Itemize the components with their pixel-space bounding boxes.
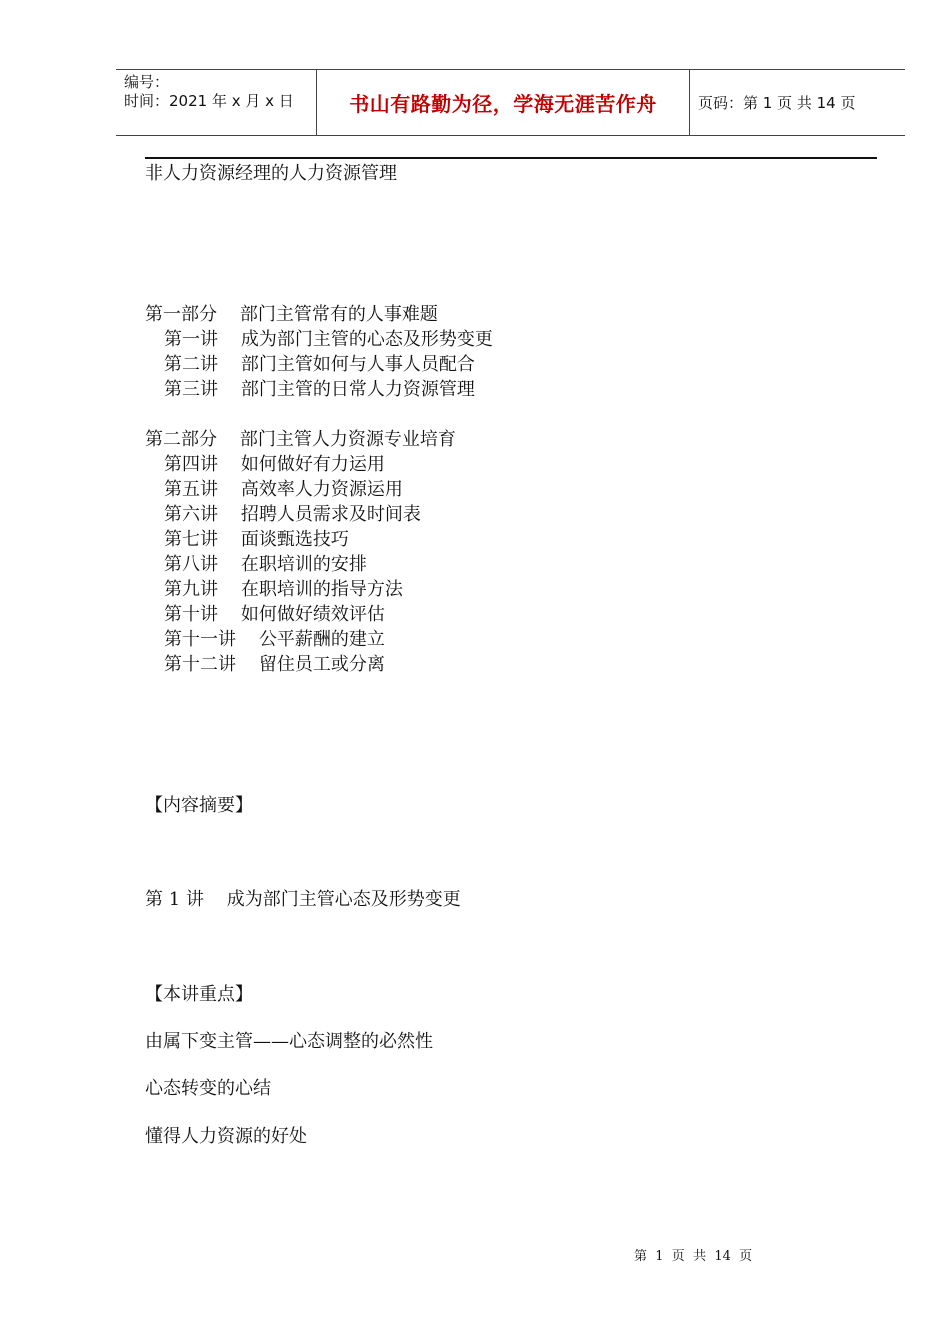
number-label: 编号： [124, 73, 170, 91]
key-points-heading: 【本讲重点】 [145, 984, 253, 1005]
header-page-cell [690, 70, 905, 135]
page-header [116, 69, 905, 136]
part-2-lecture-10: 第十讲 如何做好绩效评估 [164, 604, 385, 625]
header-motto-cell [316, 70, 690, 135]
part-1-heading: 第一部分 部门主管常有的人事难题 [145, 304, 438, 325]
part-2-lecture-6: 第六讲 招聘人员需求及时间表 [164, 504, 421, 525]
part-2-lecture-4: 第四讲 如何做好有力运用 [164, 454, 385, 475]
key-point-3: 懂得人力资源的好处 [145, 1126, 307, 1147]
part-2-lecture-12: 第十二讲 留住员工或分离 [164, 654, 385, 675]
header-meta-cell [116, 70, 316, 135]
motto-text: 书山有路勤为径，学海无涯苦作舟 [349, 92, 657, 116]
part-1-lecture-1: 第一讲 成为部门主管的心态及形势变更 [164, 329, 493, 350]
time-label: 时间：2021 年 x 月 x 日 [124, 92, 294, 110]
part-2-lecture-9: 第九讲 在职培训的指导方法 [164, 579, 403, 600]
part-2-heading: 第二部分 部门主管人力资源专业培育 [145, 429, 456, 450]
lecture-1-title: 第 1 讲 成为部门主管心态及形势变更 [145, 889, 461, 910]
part-2-lecture-7: 第七讲 面谈甄选技巧 [164, 529, 349, 550]
part-1-lecture-3: 第三讲 部门主管的日常人力资源管理 [164, 379, 475, 400]
part-2-lecture-8: 第八讲 在职培训的安排 [164, 554, 367, 575]
document-title: 非人力资源经理的人力资源管理 [145, 163, 397, 184]
key-point-1: 由属下变主管——心态调整的必然性 [145, 1031, 433, 1052]
title-divider [145, 157, 877, 159]
page-code: 页码：第 1 页 共 14 页 [698, 94, 856, 112]
key-point-2: 心态转变的心结 [145, 1078, 271, 1099]
summary-heading: 【内容摘要】 [145, 795, 253, 816]
part-2-lecture-5: 第五讲 高效率人力资源运用 [164, 479, 403, 500]
part-1-lecture-2: 第二讲 部门主管如何与人事人员配合 [164, 354, 475, 375]
page-footer: 第 1 页 共 14 页 [634, 1249, 753, 1264]
part-2-lecture-11: 第十一讲 公平薪酬的建立 [164, 629, 385, 650]
